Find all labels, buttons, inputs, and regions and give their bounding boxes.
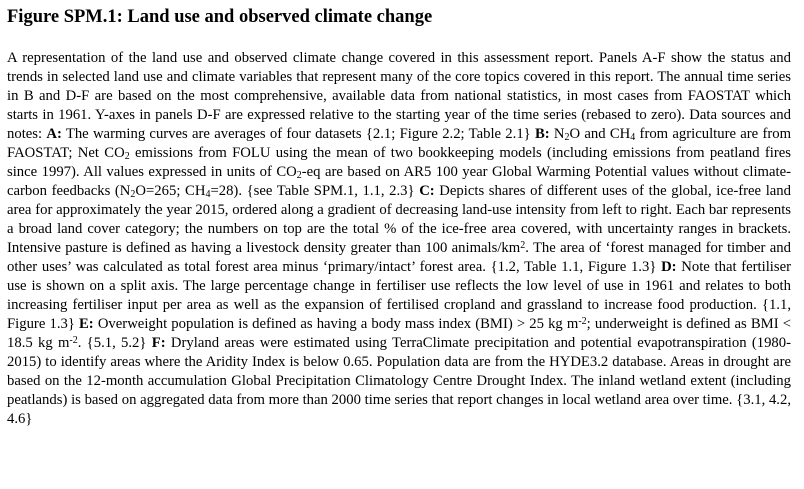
panel-c-text-1: Depicts shares of different uses of the global, ice-free land area for approximately the year 2015, ordered along a gradient of decreasing land-use intensity from left to right. Each bar represents a broad land cover category; the numbers on top are the total % of the ice-free area covered, with uncertainty ranges in brackets. Intensive pasture is defined as having a livestock density greater than 100 animals/km [7, 183, 791, 256]
panel-c-label: C: [419, 183, 435, 199]
caption-intro: A representation of the land use and observed climate change covered in this assessment report. Panels A-F show the status and trends in selected land use and climate variables that represent many of the core topics covered in this report. The annual time series in B and D-F are based on the most comprehensive, available data from national statistics, in most cases from FAOSTAT which starts in 1961. Y-axes in panels D-F are expressed relative to the starting year of the time series (rebased to zero). Data sources and notes: [7, 50, 791, 142]
panel-c-text-2: . The area of ‘forest managed for timber and other uses’ was calculated as total forest area minus ‘primary/intact’ forest area. {1.2, Table 1.1, Figure 1.3} [7, 240, 791, 275]
subscript: 2 [564, 132, 570, 144]
figure-caption [7, 49, 791, 429]
panel-d-text: Note that fertiliser use is shown on a split axis. The large percentage change in fertiliser use reflects the low level of use in 1961 and relates to both increasing fertiliser input per area as well as the expansion of fertilised cropland and grassland to increase food production. {1.1, Figure 1.3} [7, 259, 791, 332]
subscript: 2 [296, 170, 302, 182]
panel-b-text-5: =28). {see Table SPM.1, 1.1, 2.3} [210, 183, 420, 199]
superscript: -2 [578, 315, 587, 327]
subscript: 4 [630, 132, 636, 144]
panel-f-label: F: [151, 335, 166, 351]
superscript: 2 [520, 239, 526, 251]
panel-b-text-3: -eq are based on AR5 100 year Global Warming Potential values without climate-carbon feedbacks (N [7, 164, 791, 199]
panel-e-label: E: [79, 316, 94, 332]
panel-b-text-2: emissions from FOLU using the mean of two bookkeeping models (including emissions from peatland fires since 1997). All values expressed in units of CO [7, 145, 791, 180]
panel-d-label: D: [661, 259, 677, 275]
panel-f-text: Dryland areas were estimated using TerraClimate precipitation and potential evapotranspiration (1980-2015) to identify areas where the Aridity Index is below 0.65. Population data are from the HYDE3.2 database. Areas in drought are based on the 12-month accumulation Global Precipitation Climatology Centre Drought Index. The inland wetland extent (including peatlands) is based on aggregated data from more than 2000 time series that report changes in local wetland area over time. {3.1, 4.2, 4.6} [7, 335, 791, 427]
panel-a-label: A: [46, 126, 62, 142]
panel-b-text-1: from agriculture are from FAOSTAT; Net CO [7, 126, 791, 161]
panel-b-text-4: O=265; CH [135, 183, 206, 199]
panel-b-n2o: N [549, 126, 565, 142]
figure-title: Figure SPM.1: Land use and observed climate change [7, 7, 433, 27]
panel-b-label: B: [534, 126, 550, 142]
superscript: -2 [69, 334, 78, 346]
panel-b-ch: O and CH [569, 126, 631, 142]
panel-e-text-2: ; underweight is defined as BMI < 18.5 kg m [7, 316, 791, 351]
subscript: 2 [130, 189, 136, 201]
panel-e-text-1: Overweight population is defined as having a body mass index (BMI) > 25 kg m [93, 316, 579, 332]
document-page [7, 5, 791, 429]
subscript: 4 [205, 189, 211, 201]
panel-e-text-3: . {5.1, 5.2} [77, 335, 152, 351]
panel-a-text: The warming curves are averages of four datasets {2.1; Figure 2.2; Table 2.1} [61, 126, 535, 142]
subscript: 2 [124, 151, 130, 163]
